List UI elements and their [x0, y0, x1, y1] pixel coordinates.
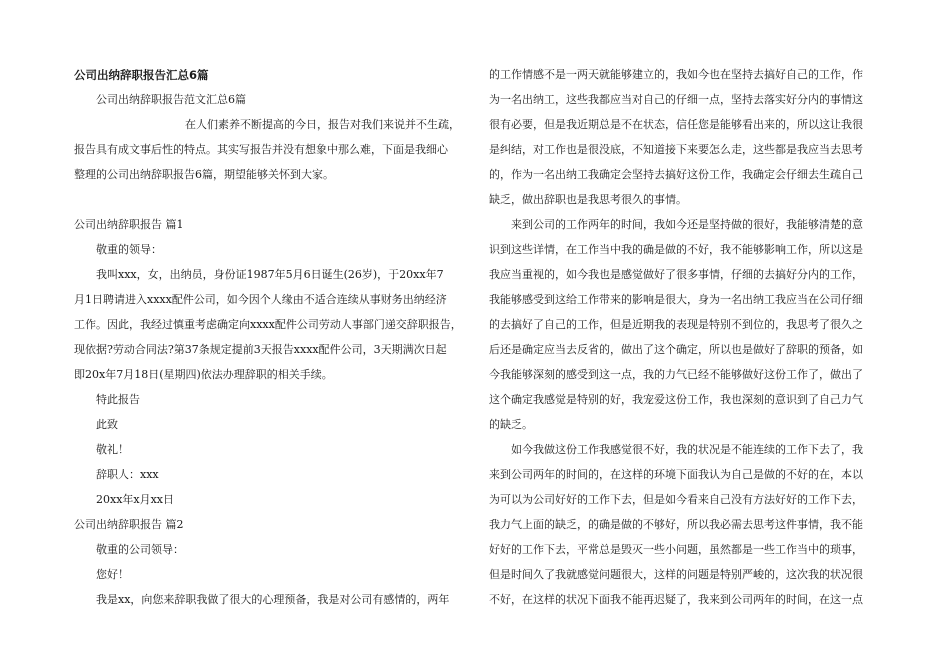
section-heading: 公司出纳辞职报告 篇2 — [74, 518, 184, 531]
body-line: 来到公司两年的时间的，在这样的环境下面我认为自己是做的不好的在，本以 — [489, 468, 863, 481]
body-line: 我能够感受到这给工作带来的影响是很大，身为一名出纳工我应当在公司仔细 — [489, 293, 863, 306]
intro-line: 在人们素养不断提高的今日，报告对我们来说并不生疏， — [185, 118, 460, 131]
document-subtitle: 公司出纳辞职报告范文汇总6篇 — [96, 93, 246, 106]
body-line: 不好，在这样的状况下面我不能再迟疑了，我来到公司两年的时间，在这一点 — [489, 593, 863, 606]
body-line: 很有必要，但是我近期总是不在状态，信任您是能够看出来的，所以这让我很 — [489, 118, 863, 131]
closing-line: 敬礼！ — [96, 443, 129, 456]
signature-line: 辞职人：xxx — [96, 468, 159, 481]
body-line: 为可以为公司好好的工作下去，但是如今看来自己没有方法好好的工作下去， — [489, 493, 863, 506]
body-line: 即20x年7月18日(星期四)依法办理辞职的相关手续。 — [74, 368, 333, 381]
intro-line: 报告具有成文事后性的特点。其实写报告并没有想象中那么难，下面是我细心 — [74, 143, 448, 156]
closing-line: 特此报告 — [96, 393, 140, 406]
body-line: 我力气上面的缺乏，的确是做的不够好，所以我必需去思考这件事情，我不能 — [489, 518, 863, 531]
salutation: 敬重的公司领导： — [96, 543, 184, 556]
body-line: 后还是确定应当去反省的，做出了这个确定，所以也是做好了辞职的预备，如 — [489, 343, 863, 356]
body-line: 现依据?劳动合同法?第37条规定提前3天报告xxxx配件公司，3天期满次日起 — [74, 343, 447, 356]
body-line: 月1日聘请进入xxxx配件公司，如今因个人缘由不适合连续从事财务出纳经济 — [74, 293, 447, 306]
body-line: 这个确定我感觉是特别的好，我宠爱这份工作，我也深刻的意识到了自己力气 — [489, 393, 863, 406]
body-line: 的去搞好了自己的工作，但是近期我的表现是特别不到位的，我思考了很久之 — [489, 318, 863, 331]
section-heading: 公司出纳辞职报告 篇1 — [74, 218, 184, 231]
closing-line: 此致 — [96, 418, 118, 431]
document-title: 公司出纳辞职报告汇总6篇 — [74, 68, 209, 82]
date-line: 20xx年x月xx日 — [96, 493, 175, 506]
body-line: 我应当重视的，如今我也是感觉做好了很多事情，仔细的去搞好分内的工作， — [489, 268, 863, 281]
body-line: 我叫xxx，女，出纳员，身份证1987年5月6日诞生(26岁)，于20xx年7 — [96, 268, 444, 281]
intro-line: 整理的公司出纳辞职报告6篇，期望能够关怀到大家。 — [74, 168, 334, 181]
body-line: 的，作为一名出纳工我确定会坚持去搞好这份工作，我确定会仔细去生疏自己 — [489, 168, 863, 181]
body-line: 的工作情感不是一两天就能够建立的，我如今也在坚持去搞好自己的工作，作 — [489, 68, 863, 81]
greeting: 您好！ — [96, 568, 129, 581]
body-line: 是纠结，对工作也是很没底，不知道接下来要怎么走，这些都是我应当去思考 — [489, 143, 863, 156]
salutation: 敬重的领导： — [96, 243, 162, 256]
body-line: 好好的工作下去，平常总是毁灭一些小问题，虽然都是一些工作当中的琐事， — [489, 543, 863, 556]
body-line: 缺乏，做出辞职也是我思考很久的事情。 — [489, 193, 687, 206]
body-line: 如今我做这份工作我感觉很不好，我的状况是不能连续的工作下去了，我 — [511, 443, 863, 456]
body-line: 的缺乏。 — [489, 418, 533, 431]
body-line: 为一名出纳工，这些我都应当对自己的仔细一点，坚持去落实好分内的事情这 — [489, 93, 863, 106]
body-line: 我是xx，向您来辞职我做了很大的心理预备，我是对公司有感情的，两年 — [96, 593, 450, 606]
body-line: 今我能够深刻的感受到这一点，我的力气已经不能够做好这份工作了，做出了 — [489, 368, 863, 381]
body-line: 工作。因此，我经过慎重考虑确定向xxxx配件公司劳动人事部门递交辞职报告， — [74, 318, 462, 331]
body-line: 来到公司的工作两年的时间，我如今还是坚持做的很好，我能够清楚的意 — [511, 218, 863, 231]
body-line: 识到这些详情，在工作当中我的确是做的不好，我不能够影响工作，所以这是 — [489, 243, 863, 256]
body-line: 但是时间久了我就感觉问题很大，这样的问题是特别严峻的，这次我的状况很 — [489, 568, 863, 581]
